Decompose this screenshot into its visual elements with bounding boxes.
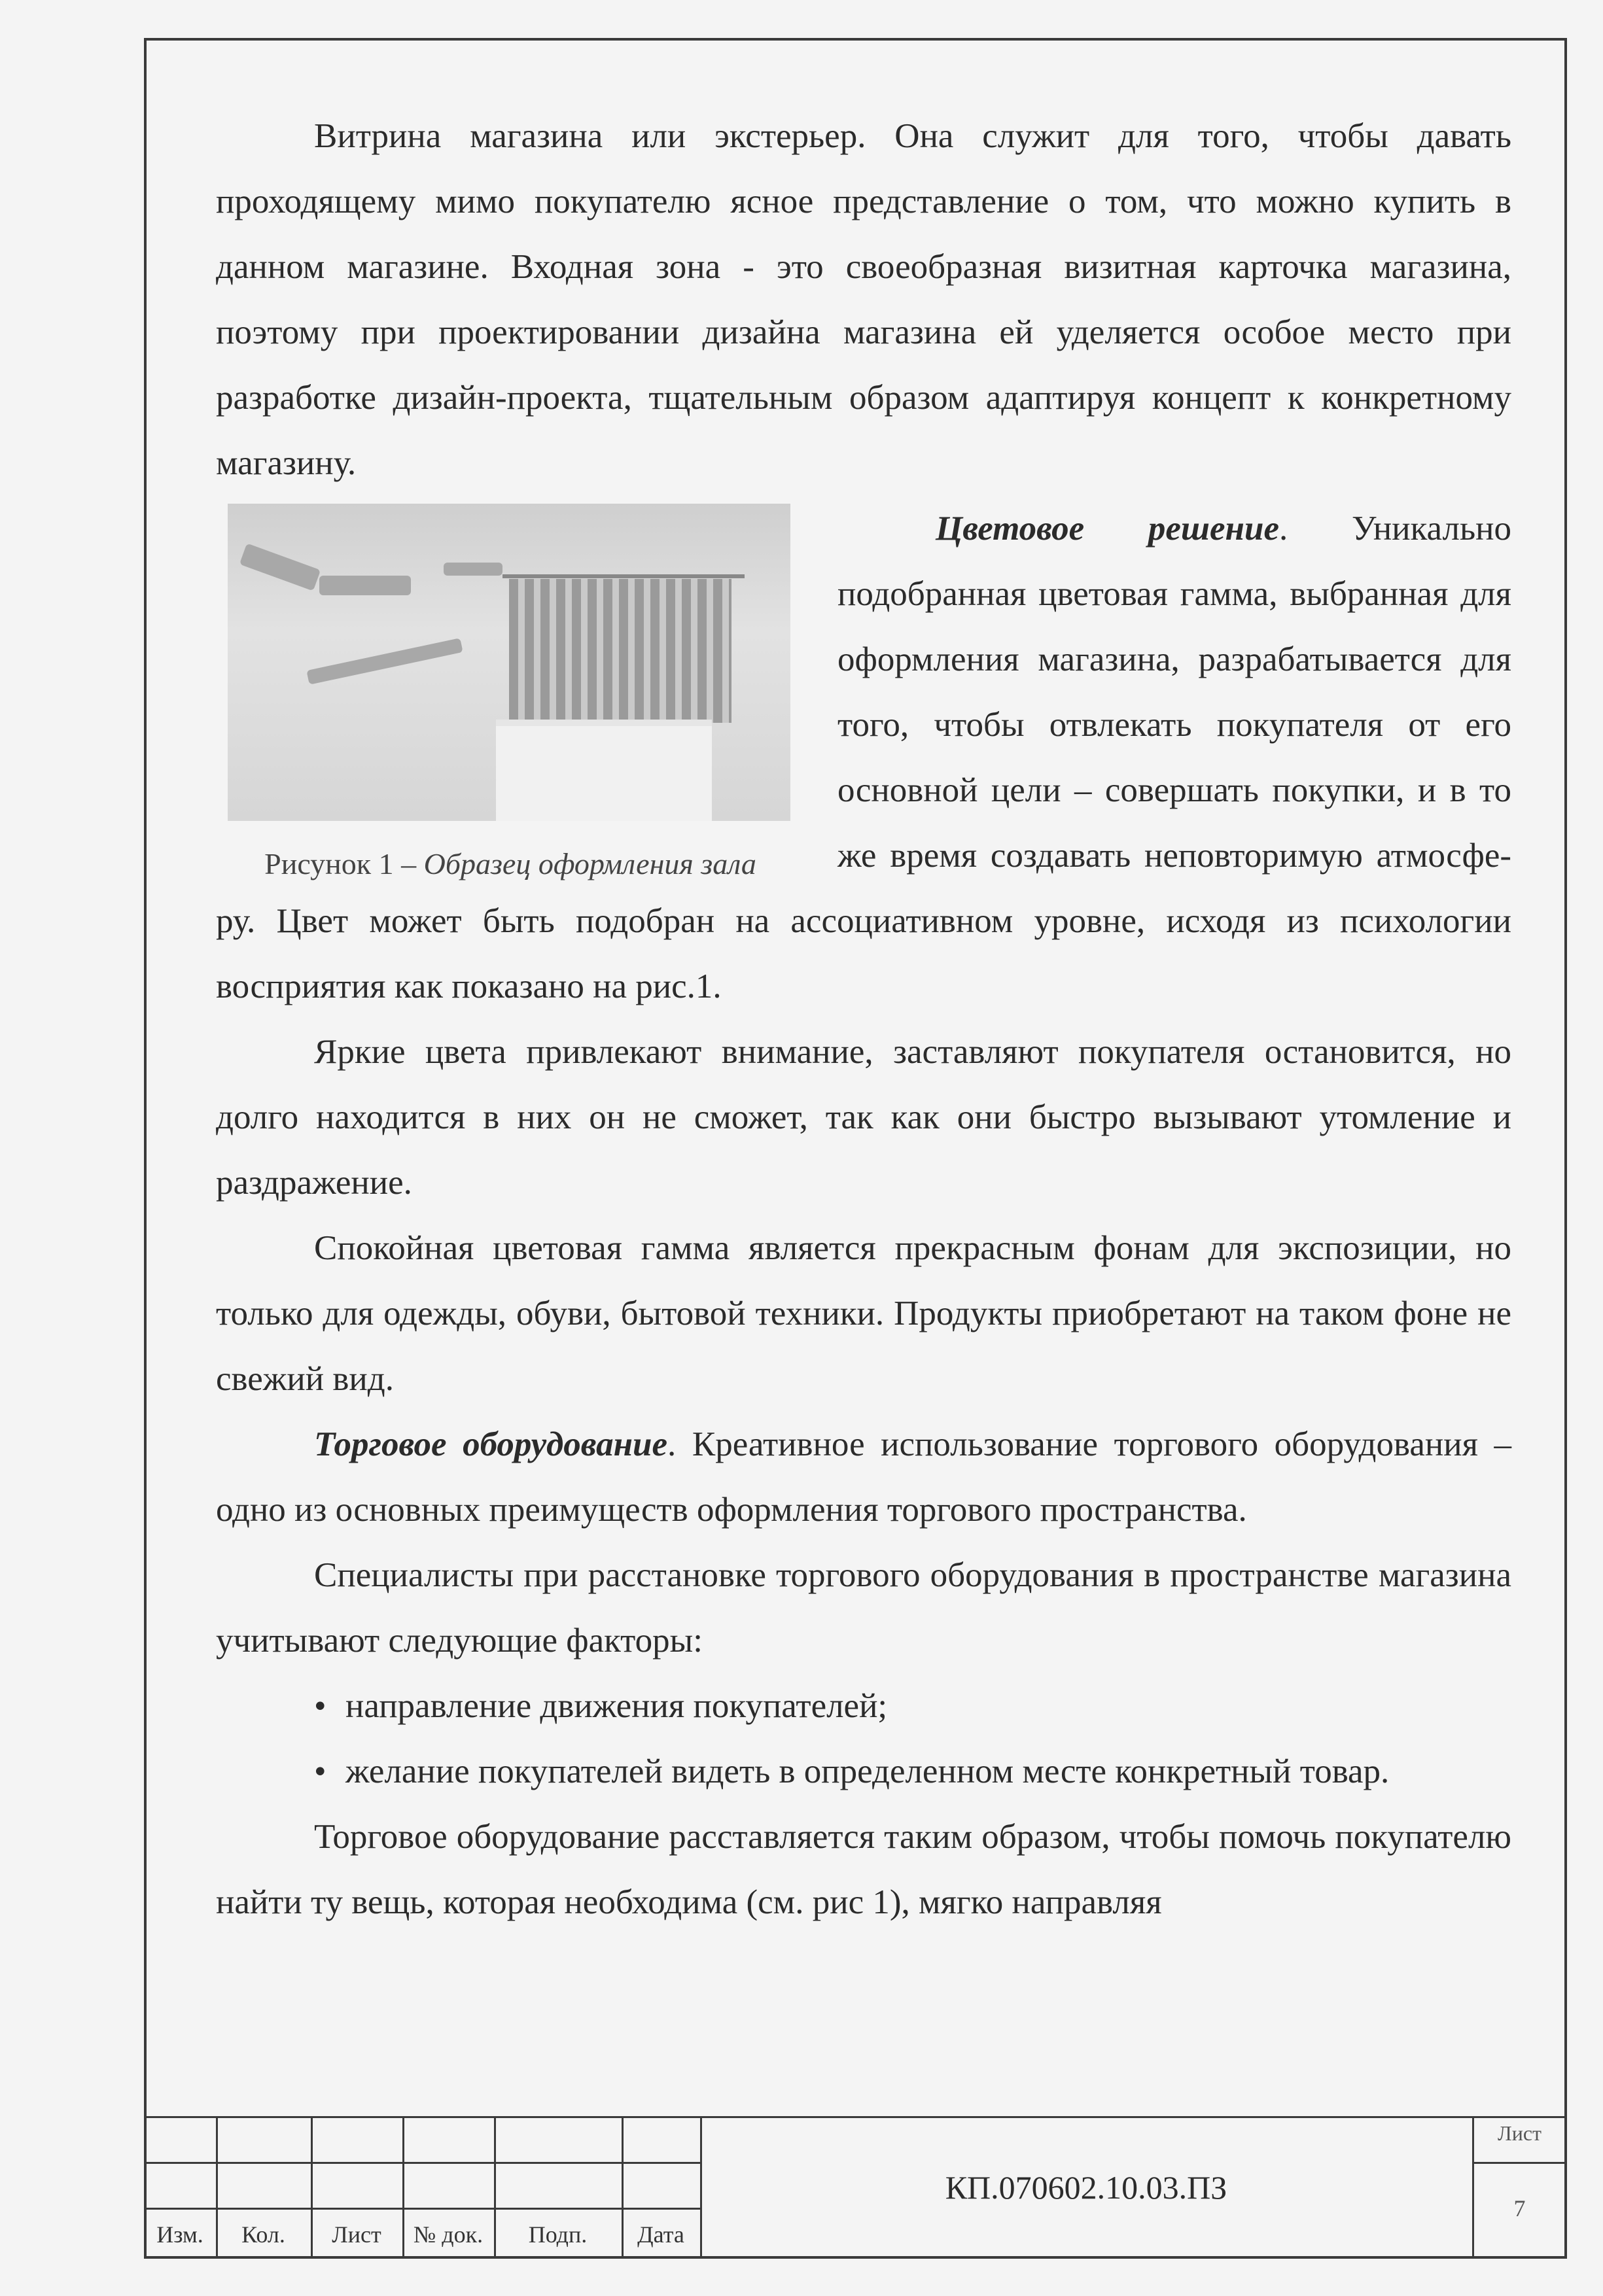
sheet-number: 7 (1513, 2195, 1526, 2221)
paragraph-color-solution-text: . Уникально подобранная цветовая гамма, выбранная для оформления магазина, разрабатывается для того, чтобы отвлекать покупателя от его основной цели – совершать покупки, и в то же время создавать неповторимую атмосфе-ру. Цвет может быть подобран на ассоциативном уровне, исходя из психологии восприятия как показано на рис.1. (216, 510, 1511, 1005)
heading-color-solution: Цветовое решение (936, 510, 1279, 548)
store-interior-photo (228, 504, 790, 821)
wall-shelf (306, 638, 463, 684)
col-label-doc-no: № док. (413, 2221, 484, 2248)
heading-equipment: Торговое оборудование (314, 1425, 668, 1463)
col-label-date: Дата (637, 2221, 684, 2248)
figure-caption-title: Образец оформления зала (423, 847, 756, 880)
clothing-rack (509, 579, 731, 723)
paragraph-equipment (216, 1412, 1511, 1542)
title-block (144, 2116, 1567, 2259)
figure-caption-prefix: Рисунок 1 – (264, 847, 424, 880)
paragraph-calm-colors: Спокойная цветовая гамма является прекрасным фонам для экспозиции, но только для одежды, обуви, бытовой техники. Продукты приобретают на таком фоне не свежий вид. (216, 1229, 1511, 1398)
wall-shelf (444, 563, 502, 576)
factors-list (216, 1673, 1511, 1804)
sheet-label: Лист (1497, 2121, 1541, 2145)
paragraph-bright-colors: Яркие цвета привлекают внимание, заставляют покупателя остановится, но долго находится в них он не сможет, так как они быстро вызывают утомление и раздражение. (216, 1033, 1511, 1202)
figure-caption (216, 844, 805, 884)
paragraph-specialists: Специалисты при расстановке торгового оборудования в пространстве магазина учитывают следующие факторы: (216, 1556, 1511, 1660)
clothing-rail (502, 574, 745, 578)
list-item: • направление движения покупателей; (314, 1673, 1511, 1739)
figure-1 (216, 504, 805, 884)
document-body (216, 103, 1511, 1935)
list-item: • желание покупателей видеть в определенном месте конкретный товар. (314, 1739, 1511, 1804)
col-label-sheet: Лист (332, 2221, 381, 2248)
wall-shelf (319, 576, 411, 595)
col-label-qty: Кол. (241, 2221, 285, 2248)
display-cube (496, 726, 712, 821)
paragraph-storefront: Витрина магазина или экстерьер. Она служит для того, чтобы давать проходящему мимо покупателю ясное представление о том, что можно купить в данном магазине. Входная зона - это своеобразная визитная карточка магазина, поэтому при проектировании дизайна магазина ей уделяется особое место при разработке дизайн-проекта, тщательным образом адаптируя концепт к конкретному магазину. (216, 117, 1511, 482)
paragraph-arrangement: Торговое оборудование расставляется таким образом, чтобы помочь покупателю найти ту вещь, которая необходима (см. рис 1), мягко направляя (216, 1818, 1511, 1921)
col-label-change: Изм. (156, 2221, 203, 2248)
col-label-signature: Подп. (528, 2221, 588, 2248)
document-code: КП.070602.10.03.ПЗ (945, 2169, 1227, 2206)
paragraph-equipment-text: . Креативное использование торгового оборудования – одно из основных преимуществ оформления торгового пространства. (216, 1425, 1512, 1529)
wall-shelf (239, 544, 321, 591)
